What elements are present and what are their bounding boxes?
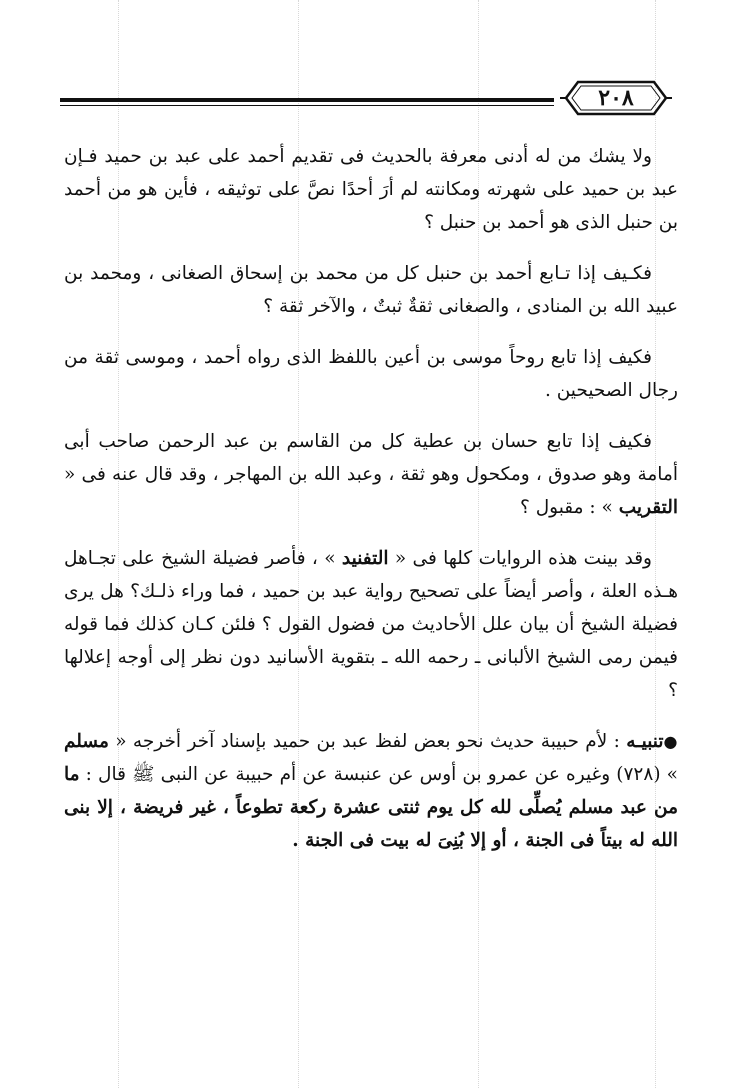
book-title-bold: التقريب [618,497,678,518]
paragraph-text: وقد بينت هذه الروايات كلها فى « [388,548,652,569]
note-label: تنبيـه [626,731,664,752]
paragraph-text: » : مقبول ؟ [520,497,619,518]
paragraph: فكـيف إذا تـابع أحمد بن حنبل كل من محمد بن إسحاق الصغانى ، ومحمد بن عبيد الله بن المنادى ، والصغانى ثقةٌ ثبتٌ ، والآخر ثقة ؟ [64,263,678,317]
paragraph-text: » ، فأصر فضيلة الشيخ على تجـاهل هـذه العلة ، وأصر أيضاً على تصحيح رواية عبد بن حميد ، فما وراء ذلـك؟ هل يرى فضيلة الشيخ أن بيان علل الأحاديث من فضول القول ؟ فلئن كـان كذلك فما قوله فيمن رمى الشيخ الألبانى ـ رحمه الله ـ بتقوية الأسانيد دون نظر إلى أوجه إعلالها ؟ [64,548,678,701]
paragraph-text: : لأم حبيبة حديث نحو بعض لفظ عبد بن حميد بإسناد آخر أخرجه « [108,731,627,752]
paragraph-text: » (٧٢٨) وغيره عن عمرو بن أوس عن عنبسة عن أم حبيبة عن النبى ﷺ قال : [79,764,678,785]
paragraph [64,542,678,707]
book-title-bold: التفنيد [341,548,389,569]
note-paragraph [64,725,678,857]
page-number: ٢٠٨ [598,85,634,111]
main-text [64,140,678,875]
page-number-badge [560,78,672,118]
paragraph: فكيف إذا تابع روحاً موسى بن أعين باللفظ الذى رواه أحمد ، وموسى ثقة من رجال الصحيحين . [64,347,678,401]
paragraph [64,425,678,524]
header-rule-thin [60,105,554,106]
page-header [60,78,680,122]
paragraph: ولا يشك من له أدنى معرفة بالحديث فى تقديم أحمد على عبد بن حميد فـإن عبد بن حميد على شهرته ومكانته لم أرَ أحدًا نصَّ على توثيقه ، فأين هو من أحمد بن حنبل الذى هو أحمد بن حنبل ؟ [64,146,678,233]
header-rule-thick [60,98,554,102]
paragraph-text: فكيف إذا تابع حسان بن عطية كل من القاسم بن عبد الرحمن صاحب أبى أمامة وهو صدوق ، ومكحول وهو ثقة ، وعبد الله بن المهاجر ، وقد قال عنه فى « [64,431,678,485]
hadith-text-bold: ما من عبد مسلم يُصلِّى لله كل يوم ثنتى عشرة ركعة تطوعاً ، غير فريضة ، إلا بنى الله له بيتاً فى الجنة ، أو إلا بُنِىَ له بيت فى الجنة . [64,764,678,851]
bullet-icon: ● [663,732,678,751]
source-name-bold: مسلم [64,731,109,752]
